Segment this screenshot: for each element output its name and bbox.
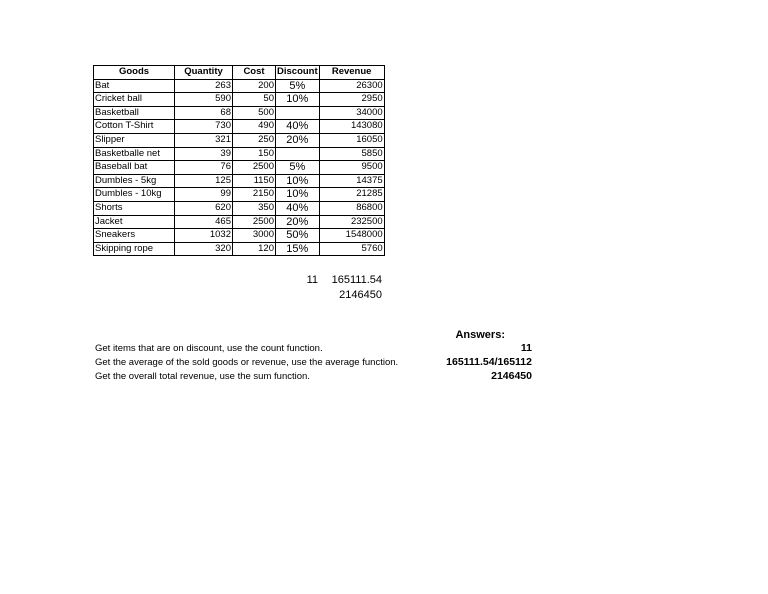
- table-row: [94, 188, 385, 202]
- table-row: [94, 161, 385, 175]
- cell-revenue: 16050: [319, 133, 384, 147]
- cell-goods: Dumbles - 5kg: [94, 174, 175, 188]
- table-row: [94, 120, 385, 134]
- cell-discount: 40%: [276, 120, 320, 134]
- cell-revenue: 9500: [319, 161, 384, 175]
- cell-discount: [276, 106, 320, 120]
- table-body: [94, 79, 385, 256]
- cell-discount: 10%: [276, 188, 320, 202]
- cell-discount: 20%: [276, 215, 320, 229]
- cell-goods: Dumbles - 10kg: [94, 188, 175, 202]
- header-discount: Discount: [276, 66, 320, 80]
- table-row: [94, 106, 385, 120]
- cell-cost: 500: [233, 106, 276, 120]
- cell-revenue: 86800: [319, 201, 384, 215]
- header-goods: Goods: [94, 66, 175, 80]
- header-cost: Cost: [233, 66, 276, 80]
- cell-quantity: 321: [175, 133, 233, 147]
- cell-discount: 15%: [276, 242, 320, 256]
- cell-cost: 490: [233, 120, 276, 134]
- cell-cost: 120: [233, 242, 276, 256]
- cell-goods: Cotton T-Shirt: [94, 120, 175, 134]
- cell-discount: 5%: [276, 79, 320, 93]
- cell-discount: 5%: [276, 161, 320, 175]
- answer-count: 11: [520, 342, 532, 354]
- cell-revenue: 143080: [319, 120, 384, 134]
- cell-goods: Slipper: [94, 133, 175, 147]
- cell-cost: 2150: [233, 188, 276, 202]
- cell-goods: Jacket: [94, 215, 175, 229]
- cell-quantity: 465: [175, 215, 233, 229]
- cell-quantity: 1032: [175, 229, 233, 243]
- cell-cost: 200: [233, 79, 276, 93]
- table-row: [94, 147, 385, 161]
- question-sum: Get the overall total revenue, use the sum function.: [95, 371, 310, 382]
- answer-sum: 2146450: [491, 370, 532, 382]
- header-revenue: Revenue: [319, 66, 384, 80]
- cell-revenue: 5850: [319, 147, 384, 161]
- cell-revenue: 5760: [319, 242, 384, 256]
- answer-average: 165111.54/165112: [446, 356, 532, 368]
- table-row: [94, 215, 385, 229]
- cell-goods: Bat: [94, 79, 175, 93]
- cell-discount: 10%: [276, 174, 320, 188]
- table-row: [94, 229, 385, 243]
- cell-discount: 40%: [276, 201, 320, 215]
- table-row: [94, 93, 385, 107]
- cell-goods: Basketball: [94, 106, 175, 120]
- question-average: Get the average of the sold goods or revenue, use the average function.: [95, 357, 399, 368]
- table-row: [94, 174, 385, 188]
- table-row: [94, 242, 385, 256]
- cell-quantity: 263: [175, 79, 233, 93]
- sum-result: 2146450: [339, 289, 382, 301]
- question-count: Get items that are on discount, use the count function.: [95, 343, 323, 354]
- cell-goods: Cricket ball: [94, 93, 175, 107]
- cell-discount: 10%: [276, 93, 320, 107]
- table-row: [94, 133, 385, 147]
- goods-table: [93, 65, 385, 256]
- table-header-row: [94, 66, 385, 80]
- cell-discount: [276, 147, 320, 161]
- cell-cost: 2500: [233, 215, 276, 229]
- cell-quantity: 39: [175, 147, 233, 161]
- header-quantity: Quantity: [175, 66, 233, 80]
- cell-quantity: 620: [175, 201, 233, 215]
- cell-revenue: 1548000: [319, 229, 384, 243]
- cell-goods: Baseball bat: [94, 161, 175, 175]
- average-result: 165111.54: [331, 274, 382, 286]
- cell-revenue: 14375: [319, 174, 384, 188]
- cell-revenue: 26300: [319, 79, 384, 93]
- answers-heading: Answers:: [455, 329, 505, 341]
- cell-goods: Sneakers: [94, 229, 175, 243]
- cell-quantity: 68: [175, 106, 233, 120]
- table-row: [94, 79, 385, 93]
- cell-goods: Skipping rope: [94, 242, 175, 256]
- cell-cost: 350: [233, 201, 276, 215]
- cell-discount: 20%: [276, 133, 320, 147]
- cell-cost: 1150: [233, 174, 276, 188]
- cell-goods: Shorts: [94, 201, 175, 215]
- count-result: 11: [306, 274, 318, 286]
- cell-quantity: 730: [175, 120, 233, 134]
- cell-revenue: 34000: [319, 106, 384, 120]
- cell-revenue: 21285: [319, 188, 384, 202]
- cell-goods: Basketballe net: [94, 147, 175, 161]
- cell-cost: 150: [233, 147, 276, 161]
- cell-cost: 3000: [233, 229, 276, 243]
- cell-quantity: 125: [175, 174, 233, 188]
- cell-quantity: 99: [175, 188, 233, 202]
- cell-cost: 50: [233, 93, 276, 107]
- cell-cost: 250: [233, 133, 276, 147]
- table-row: [94, 201, 385, 215]
- cell-cost: 2500: [233, 161, 276, 175]
- cell-quantity: 76: [175, 161, 233, 175]
- cell-revenue: 232500: [319, 215, 384, 229]
- cell-quantity: 320: [175, 242, 233, 256]
- cell-quantity: 590: [175, 93, 233, 107]
- cell-discount: 50%: [276, 229, 320, 243]
- cell-revenue: 2950: [319, 93, 384, 107]
